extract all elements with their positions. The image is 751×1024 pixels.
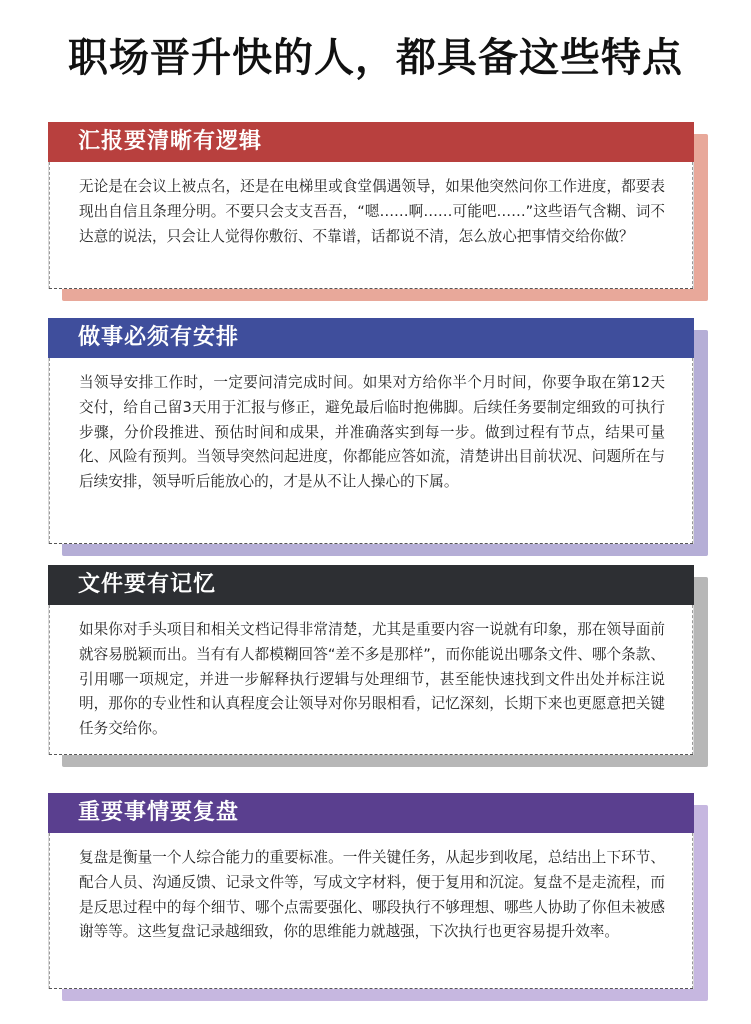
section-card (48, 162, 694, 289)
section-report-logic (48, 122, 694, 289)
section-heading: 汇报要清晰有逻辑 (48, 122, 694, 162)
dashed-border-left (49, 833, 50, 989)
section-work-plan (48, 318, 694, 544)
dashed-border-bottom (49, 288, 693, 289)
section-body: 复盘是衡量一个人综合能力的重要标准。一件关键任务，从起步到收尾，总结出上下环节、配合人员、沟通反馈、记录文件等，写成文字材料，便于复用和沉淀。复盘不是走流程，而是反思过程中的每个细节、哪个点需要强化、哪段执行不够理想、哪些人协助了你但未被感谢等等。这些复盘记录越细致，你的思维能力就越强，下次执行也更容易提升效率。 (79, 849, 665, 941)
dashed-border-left (49, 605, 50, 755)
dashed-border-right (692, 605, 693, 755)
dashed-border-bottom (49, 988, 693, 989)
dashed-border-right (692, 833, 693, 989)
dashed-border-bottom (49, 543, 693, 544)
section-card (48, 605, 694, 755)
dashed-border-left (49, 162, 50, 289)
section-file-memory (48, 565, 694, 755)
section-card (48, 358, 694, 544)
section-body: 无论是在会议上被点名，还是在电梯里或食堂偶遇领导，如果他突然问你工作进度，都要表现出自信且条理分明。不要只会支支吾吾，“嗯……啊……可能吧……”这些语气含糊、词不达意的说法，只会让人觉得你敷衍、不靠谱，话都说不清，怎么放心把事情交给你做？ (79, 178, 665, 245)
section-heading: 重要事情要复盘 (48, 793, 694, 833)
section-review (48, 793, 694, 989)
section-card (48, 833, 694, 989)
section-body: 当领导安排工作时，一定要问清完成时间。如果对方给你半个月时间，你要争取在第12天交付，给自己留3天用于汇报与修正，避免最后临时抱佛脚。后续任务要制定细致的可执行步骤，分价段推进、预估时间和成果，并准确落实到每一步。做到过程有节点，结果可量化、风险有预判。当领导突然问起进度，你都能应答如流，清楚讲出目前状况、问题所在与后续安排，领导听后能放心的，才是从不让人操心的下属。 (79, 374, 665, 491)
dashed-border-right (692, 358, 693, 544)
section-body: 如果你对手头项目和相关文档记得非常清楚，尤其是重要内容一说就有印象，那在领导面前就容易脱颖而出。当有有人都模糊回答“差不多是那样”，而你能说出哪条文件、哪个条款、引用哪一项规定，并进一步解释执行逻辑与处理细节，甚至能快速找到文件出处并标注说明，那你的专业性和认真程度会让领导对你另眼相看，记忆深刻，长期下来也更愿意把关键任务交给你。 (79, 621, 665, 738)
dashed-border-left (49, 358, 50, 544)
section-heading: 做事必须有安排 (48, 318, 694, 358)
dashed-border-bottom (49, 754, 693, 755)
dashed-border-right (692, 162, 693, 289)
section-heading: 文件要有记忆 (48, 565, 694, 605)
page-title: 职场晋升快的人，都具备这些特点 (68, 35, 683, 81)
